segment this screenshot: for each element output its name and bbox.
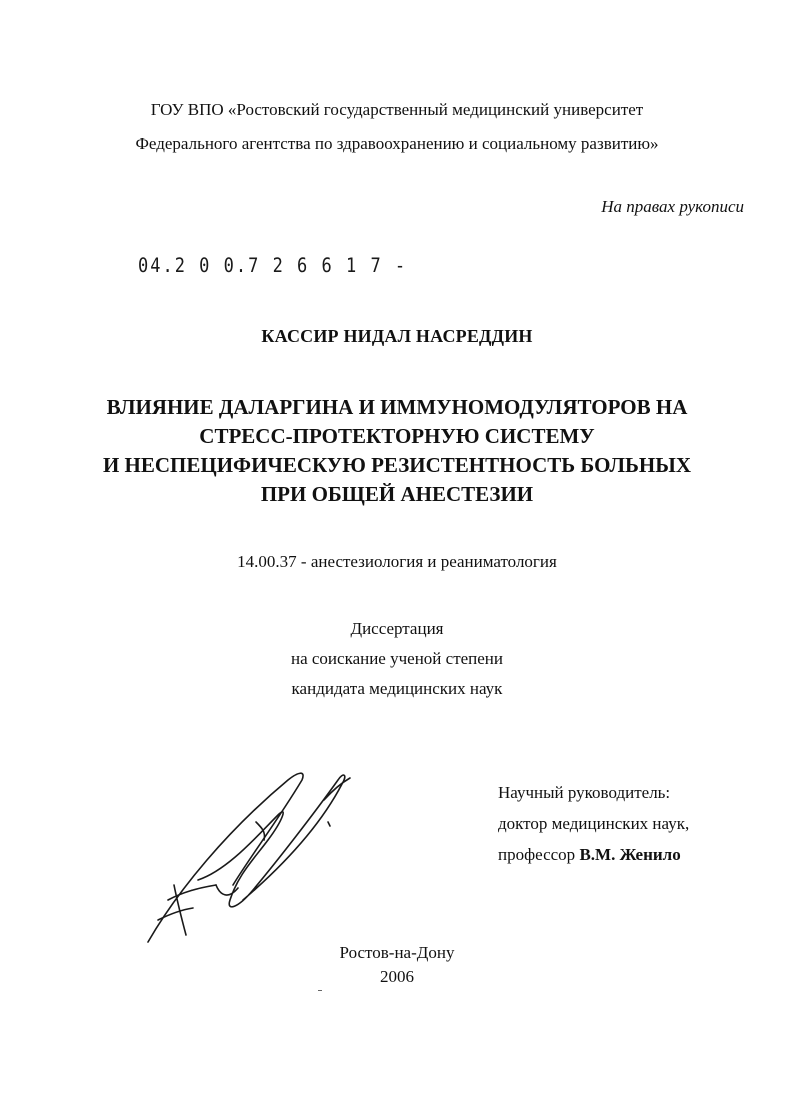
institution-line-2: Федерального агентства по здравоохранению и социальному развитию»: [135, 134, 659, 153]
degree-block: [0, 614, 794, 704]
registration-stamp: 04.2 0 0.7 2 6 6 1 7 -: [138, 254, 408, 278]
specialty-code: 14.00.37 - анестезиология и реаниматология: [237, 552, 557, 571]
city: Ростов-на-Дону: [339, 943, 455, 962]
degree-line-1: Диссертация: [350, 619, 444, 638]
supervisor-name: В.М. Женило: [579, 845, 681, 864]
title-line-3: И НЕСПЕЦИФИЧЕСКУЮ РЕЗИСТЕНТНОСТЬ БОЛЬНЫХ: [102, 453, 692, 477]
year: 2006: [380, 967, 414, 986]
dissertation-title: [0, 393, 794, 509]
title-line-1: ВЛИЯНИЕ ДАЛАРГИНА И ИММУНОМОДУЛЯТОРОВ НА: [106, 395, 688, 419]
supervisor-label: Научный руководитель:: [498, 783, 671, 802]
title-line-4: ПРИ ОБЩЕЙ АНЕСТЕЗИИ: [260, 482, 534, 506]
supervisor-rank: профессор: [498, 845, 580, 864]
author-name: КАССИР НИДАЛ НАСРЕДДИН: [261, 326, 533, 346]
title-line-2: СТРЕСС-ПРОТЕКТОРНУЮ СИСТЕМУ: [199, 424, 595, 448]
institution-line-1: ГОУ ВПО «Ростовский государственный медицинский университет: [150, 100, 644, 119]
supervisor-block: [498, 777, 689, 870]
supervisor-rank-line: [498, 839, 689, 870]
supervisor-degree: доктор медицинских наук,: [498, 814, 690, 833]
degree-line-2: на соискание ученой степени: [290, 649, 504, 668]
rights-note: На правах рукописи: [601, 197, 744, 216]
scan-speck: [318, 990, 322, 991]
place-and-year: [0, 941, 794, 989]
degree-line-3: кандидата медицинских наук: [291, 679, 503, 698]
handwritten-signature: [138, 760, 368, 950]
